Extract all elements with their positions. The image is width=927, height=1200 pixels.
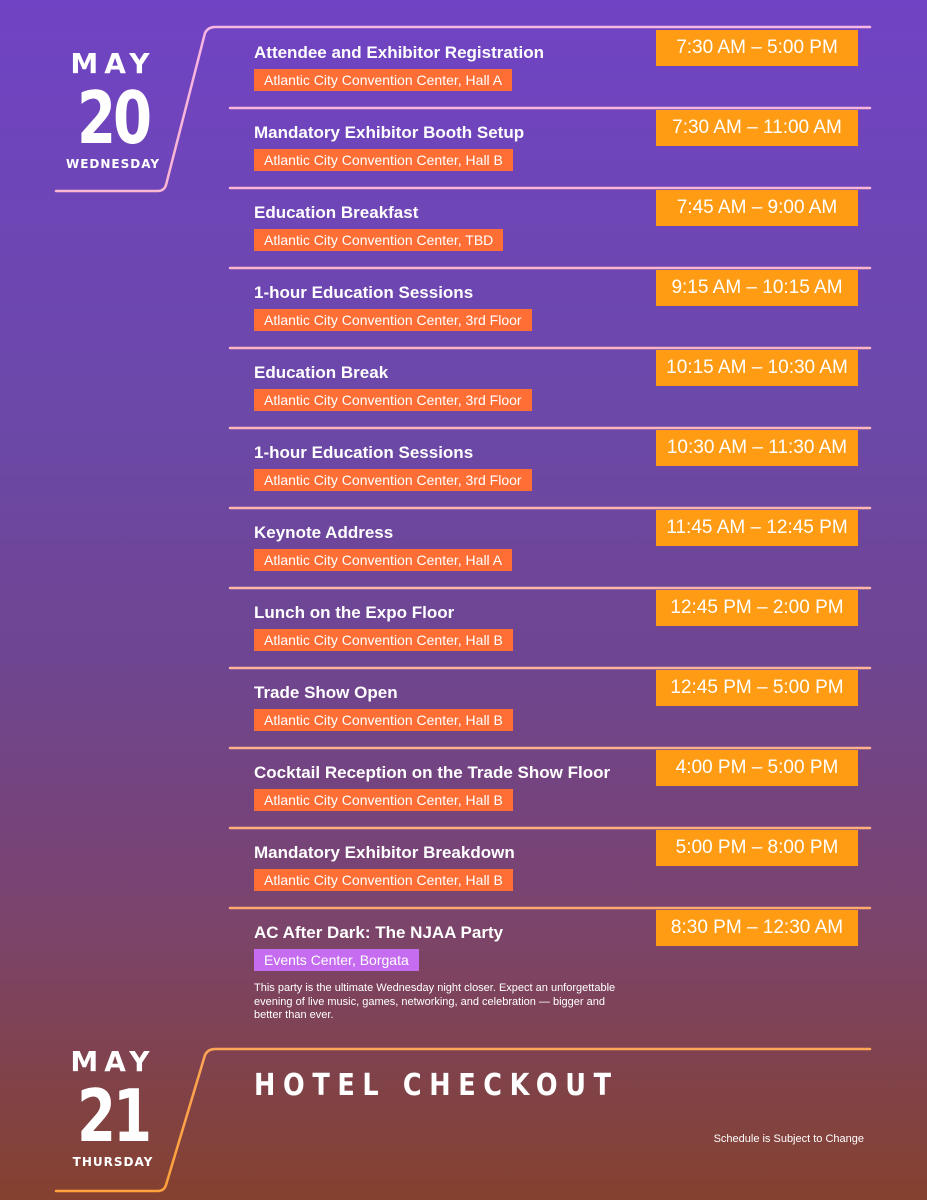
event-time-badge: 9:15 AM – 10:15 AM [656,270,858,306]
date-month: MAY [70,1045,156,1078]
event-location-badge: Atlantic City Convention Center, TBD [254,229,503,251]
event-row [230,908,870,1038]
event-time-badge: 12:45 PM – 5:00 PM [656,670,858,706]
event-location-badge: Atlantic City Convention Center, 3rd Floor [254,469,532,491]
event-time-badge: 7:30 AM – 5:00 PM [656,30,858,66]
event-row [230,508,870,588]
date-weekday: THURSDAY [72,1155,154,1169]
event-time-badge: 8:30 PM – 12:30 AM [656,910,858,946]
date-number: 21 [77,1074,149,1158]
event-location-badge: Atlantic City Convention Center, Hall B [254,789,513,811]
event-time-badge: 5:00 PM – 8:00 PM [656,830,858,866]
event-time-badge: 4:00 PM – 5:00 PM [656,750,858,786]
event-title: Mandatory Exhibitor Breakdown [254,843,515,862]
event-location-badge: Atlantic City Convention Center, Hall B [254,149,513,171]
event-time-badge: 10:15 AM – 10:30 AM [656,350,858,386]
date-block-day-2 [56,1046,170,1170]
hotel-checkout-title: HOTEL CHECKOUT [254,1068,619,1103]
event-time-badge: 7:30 AM – 11:00 AM [656,110,858,146]
event-title: Keynote Address [254,523,394,542]
event-title: Attendee and Exhibitor Registration [254,43,544,62]
event-row [230,28,870,108]
event-row [230,108,870,188]
event-time-badge: 12:45 PM – 2:00 PM [656,590,858,626]
event-title: Lunch on the Expo Floor [254,603,455,622]
event-time-badge: 7:45 AM – 9:00 AM [656,190,858,226]
event-location-badge: Events Center, Borgata [254,949,419,971]
event-description: This party is the ultimate Wednesday night closer. Expect an unforgettable evening of live music, games, networking, and celebration — bigger and better than ever. [254,982,616,1021]
date-weekday: WEDNESDAY [65,157,161,171]
event-location-badge: Atlantic City Convention Center, Hall A [254,549,512,571]
schedule-disclaimer: Schedule is Subject to Change [713,1133,864,1145]
event-row [230,588,870,668]
event-title: AC After Dark: The NJAA Party [254,923,504,942]
event-location-badge: Atlantic City Convention Center, Hall B [254,709,513,731]
event-row [230,668,870,748]
event-row [230,828,870,908]
event-title: 1-hour Education Sessions [254,443,474,462]
event-row [230,268,870,348]
date-month: MAY [70,47,156,80]
event-title: 1-hour Education Sessions [254,283,474,302]
date-number: 20 [77,76,149,160]
event-title: Trade Show Open [254,683,398,702]
event-location-badge: Atlantic City Convention Center, Hall B [254,629,513,651]
event-title: Education Break [254,363,389,382]
event-time-badge: 10:30 AM – 11:30 AM [656,430,858,466]
date-block-day-1 [56,48,170,172]
event-title: Education Breakfast [254,203,419,222]
event-row [230,348,870,428]
event-row [230,428,870,508]
event-title: Cocktail Reception on the Trade Show Floor [254,763,611,782]
event-location-badge: Atlantic City Convention Center, 3rd Floor [254,389,532,411]
event-location-badge: Atlantic City Convention Center, Hall A [254,69,512,91]
event-title: Mandatory Exhibitor Booth Setup [254,123,525,142]
event-location-badge: Atlantic City Convention Center, Hall B [254,869,513,891]
event-time-badge: 11:45 AM – 12:45 PM [656,510,858,546]
event-row [230,748,870,828]
event-location-badge: Atlantic City Convention Center, 3rd Floor [254,309,532,331]
event-row [230,188,870,268]
